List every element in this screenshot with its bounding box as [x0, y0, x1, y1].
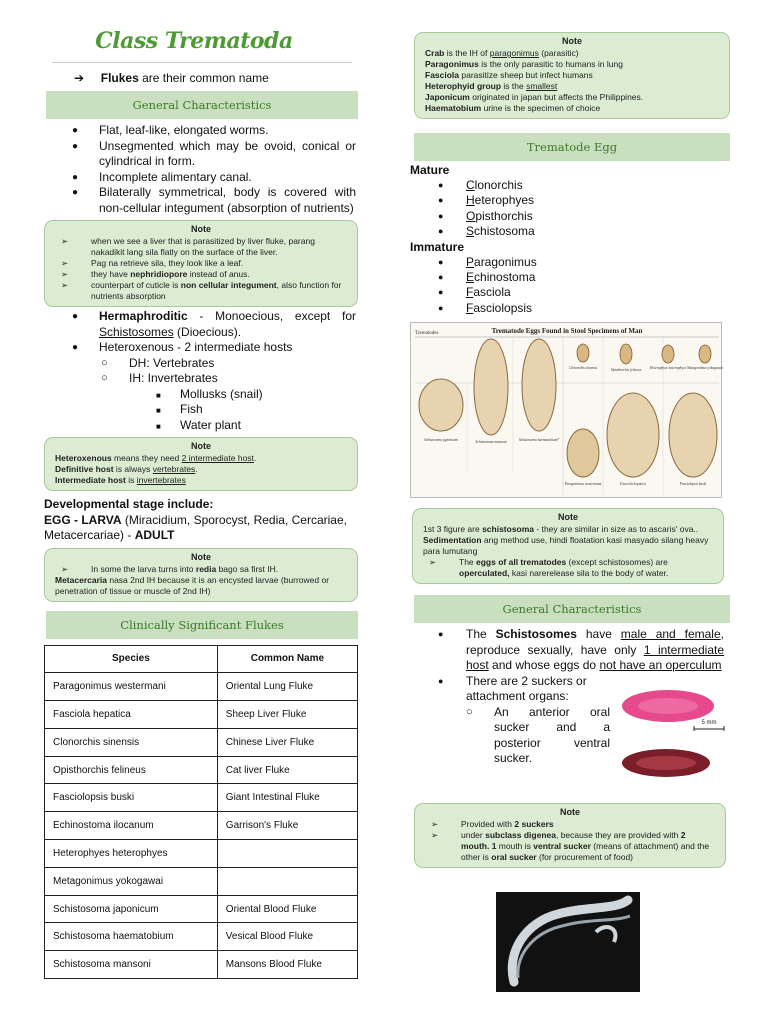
- definitive-host-item: ○ DH: Vertebrates: [44, 356, 358, 372]
- title-divider: [52, 62, 352, 63]
- note-line: ➢ Pag na retrieve sila, they look like a leaf.: [55, 258, 347, 269]
- arrow-icon: ➔: [74, 71, 85, 85]
- list-item: ● Incomplete alimentary canal.: [44, 170, 358, 186]
- egg-schistosoma-japonicum: [419, 379, 463, 431]
- note-line: ➢ under subclass digenea, because they are provided with 2 mouth. 1 mouth is ventral sucker (means of attachment) and the other is oral sucker (for procurement of food): [425, 830, 715, 863]
- sub-list-item: ○ An anterior oral sucker and a posterior ventral sucker.: [466, 704, 610, 766]
- list-item-hermaphroditic: ● Hermaphroditic - Monoecious, except for Schistosomes (Dioecious).: [44, 309, 358, 340]
- note-line: 1st 3 figure are schistosoma - they are similar in size as to ascaris' ova..: [423, 524, 699, 535]
- egg-fasciolopsis: [669, 393, 717, 477]
- list-item: ● Clonorchis: [410, 178, 728, 193]
- common-name-line: [74, 69, 358, 87]
- note-line: ➢ Provided with 2 suckers: [425, 819, 715, 830]
- note-line: ➢ when we see a liver that is parasitized by liver fluke, parang nakadikit lang sila flatly on the surface of the liver.: [55, 236, 347, 258]
- immature-heading: Immature: [410, 239, 465, 254]
- note-box-eggs: [412, 508, 724, 584]
- developmental-stage: Developmental stage include: EGG - LARVA (Miracidium, Sporocyst, Redia, Cercariae, Metacercariae) - ADULT: [44, 497, 347, 542]
- general-characteristics-banner-2: General Characteristics: [414, 595, 730, 623]
- list-item: ● Fasciola: [410, 285, 728, 300]
- note-line: Definitive host is always vertebrates.: [55, 464, 198, 474]
- table-row: Heterophyes heterophyes: [45, 840, 358, 868]
- list-item: ● Unsegmented which may be ovoid, conical or cylindrical in form.: [44, 139, 358, 170]
- svg-text:Heterophyes heterophyes: Heterophyes heterophyes: [649, 366, 687, 371]
- table-header-row: [45, 645, 358, 673]
- scale-label: 5 mm: [701, 720, 717, 727]
- note-line: Intermediate host is invertebrates: [55, 475, 186, 485]
- note-line: Heterophyid group is the smallest: [425, 81, 558, 91]
- list-item: ● Opisthorchis: [410, 209, 728, 224]
- eggs-figure-drawing: [411, 323, 723, 499]
- dev-heading: Developmental stage include:: [44, 497, 214, 511]
- egg-heterophyes: [662, 345, 674, 363]
- right-column: [410, 32, 728, 868]
- host-list: [44, 309, 358, 356]
- left-column: [44, 28, 358, 979]
- table-row: Schistosoma mansoni Mansons Blood Fluke: [45, 951, 358, 979]
- list-item: ● Heterophyes: [410, 193, 728, 208]
- note-title: Note: [562, 36, 582, 46]
- note-line: Sedimentation ang method use, hindi floatation kasi masyado silang heavy para lumutang: [423, 535, 709, 557]
- schistosome-section: [410, 627, 728, 801]
- eggs-figure-title: Trematode Eggs Found in Stool Specimens of Man: [491, 327, 643, 336]
- list-item: ● Echinostoma: [410, 270, 728, 285]
- note-title: Note: [558, 512, 578, 523]
- list-item: ● Bilaterally symmetrical, body is covered with non-cellular integument (absorption of nutrients): [44, 185, 358, 216]
- table-row: Clonorchis sinensis Chinese Liver Fluke: [45, 728, 358, 756]
- note-line: ➢ The eggs of all trematodes (except schistosomes) are operculated, kasi narerelease sila to the body of water.: [423, 557, 713, 579]
- note-title: Note: [191, 441, 211, 451]
- table-row: Echinostoma ilocanum Garrison's Fluke: [45, 812, 358, 840]
- svg-text:Fasciolopsis buski: Fasciolopsis buski: [679, 482, 707, 487]
- schistosome-pair-image: [496, 892, 640, 992]
- page-title: Class Trematoda: [95, 28, 293, 54]
- list-item: ● Schistosoma: [410, 224, 728, 239]
- note-line: ➢ In some the larva turns into redia bago sa first IH.: [55, 564, 347, 575]
- fluke-specimen-images: [620, 689, 730, 799]
- note-line: Metacercaria nasa 2nd IH because it is an encysted larvae (burrowed or penetration of tissue or muscle of 2nd IH): [55, 574, 330, 596]
- svg-text:Schistosoma japonicum: Schistosoma japonicum: [423, 438, 459, 443]
- general-characteristics-list: [44, 123, 358, 216]
- clinical-flukes-banner: Clinically Significant Flukes: [46, 611, 358, 639]
- list-item: ● The Schistosomes have male and female, reproduce sexually, have only 1 intermediate host and whose eggs do not have an operculum: [438, 627, 725, 673]
- list-item: ● Fasciolopsis: [410, 301, 728, 316]
- table-row: Schistosoma haematobium Vesical Blood Fluke: [45, 923, 358, 951]
- general-characteristics-banner: General Characteristics: [46, 91, 358, 119]
- note-line: Fasciola parasitize sheep but infect humans: [425, 70, 593, 80]
- trematode-eggs-figure: [410, 322, 722, 498]
- ih-item: ■ Mollusks (snail): [44, 387, 358, 403]
- note-line: Haematobium urine is the specimen of choice: [425, 103, 601, 113]
- egg-clonorchis: [577, 344, 589, 362]
- note-box-larva: [44, 548, 358, 602]
- svg-text:Opisthorchis felineus: Opisthorchis felineus: [610, 368, 642, 373]
- note-box-integument: [44, 220, 358, 307]
- note-line: ➢ counterpart of cuticle is non cellular integument, also function for nutrients absorption: [55, 280, 347, 302]
- trematode-egg-banner: Trematode Egg: [414, 133, 730, 161]
- common-name-bold: Flukes: [100, 71, 139, 85]
- svg-text:Metagonimus yokogawai: Metagonimus yokogawai: [686, 366, 723, 371]
- eggs-figure-corner: Trematodes: [415, 331, 439, 337]
- note-title: Note: [191, 551, 211, 562]
- table-row: Paragonimus westermani Oriental Lung Fluke: [45, 673, 358, 701]
- immature-list: [410, 255, 728, 317]
- note-title: Note: [191, 224, 211, 234]
- note-line: Crab is the IH of paragonimus (parasitic): [425, 48, 579, 58]
- note-box-suckers: [414, 803, 726, 868]
- egg-fasciola: [607, 393, 659, 477]
- egg-opisthorchis: [620, 344, 632, 364]
- list-item: ● There are 2 suckers or attachment organs:: [438, 673, 587, 704]
- svg-text:Fasciola hepatica: Fasciola hepatica: [620, 482, 646, 487]
- svg-text:Schistosoma haematobium*: Schistosoma haematobium*: [518, 438, 560, 443]
- egg-metagonimus: [699, 345, 711, 363]
- intermediate-host-item: ○ IH: Invertebrates: [44, 371, 358, 387]
- column-header: Species: [45, 645, 218, 673]
- table-row: Fasciolopsis buski Giant Intestinal Fluke: [45, 784, 358, 812]
- list-item: ● Paragonimus: [410, 255, 728, 270]
- svg-text:Schistosoma mansoni: Schistosoma mansoni: [475, 440, 507, 445]
- table-row: Schistosoma japonicum Oriental Blood Fluke: [45, 895, 358, 923]
- note-line: ➢ they have nephridiopore instead of anus.: [55, 269, 347, 280]
- svg-text:Paragonimus westermani: Paragonimus westermani: [564, 482, 602, 487]
- flukes-table: [44, 645, 358, 980]
- note-line: Paragonimus is the only parasitic to humans in lung: [425, 59, 623, 69]
- list-item-heteroxenous: ● Heteroxenous - 2 intermediate hosts: [44, 340, 358, 356]
- table-row: Opisthorchis felineus Cat liver Fluke: [45, 756, 358, 784]
- note-box-species-facts: [414, 32, 730, 119]
- table-row: Fasciola hepatica Sheep Liver Fluke: [45, 701, 358, 729]
- mature-heading: Mature: [410, 163, 450, 177]
- common-name-rest: are their common name: [138, 71, 269, 85]
- column-header: Common Name: [217, 645, 357, 673]
- egg-schistosoma-haematobium: [522, 339, 556, 431]
- ih-item: ■ Fish: [44, 402, 358, 418]
- note-box-hosts: [44, 437, 358, 491]
- note-title: Note: [560, 807, 580, 818]
- list-item: ● Flat, leaf-like, elongated worms.: [44, 123, 358, 139]
- svg-text:Clonorchis sinensis: Clonorchis sinensis: [568, 366, 598, 371]
- ih-item: ■ Water plant: [44, 418, 358, 434]
- egg-schistosoma-mansoni: [474, 339, 508, 435]
- table-row: Metagonimus yokogawai: [45, 867, 358, 895]
- note-line: Heteroxenous means they need 2 intermediate host.: [55, 453, 257, 463]
- note-line: Japonicum originated in japan but affects the Philippines.: [425, 92, 644, 102]
- mature-list: [410, 178, 728, 240]
- egg-paragonimus: [567, 429, 599, 477]
